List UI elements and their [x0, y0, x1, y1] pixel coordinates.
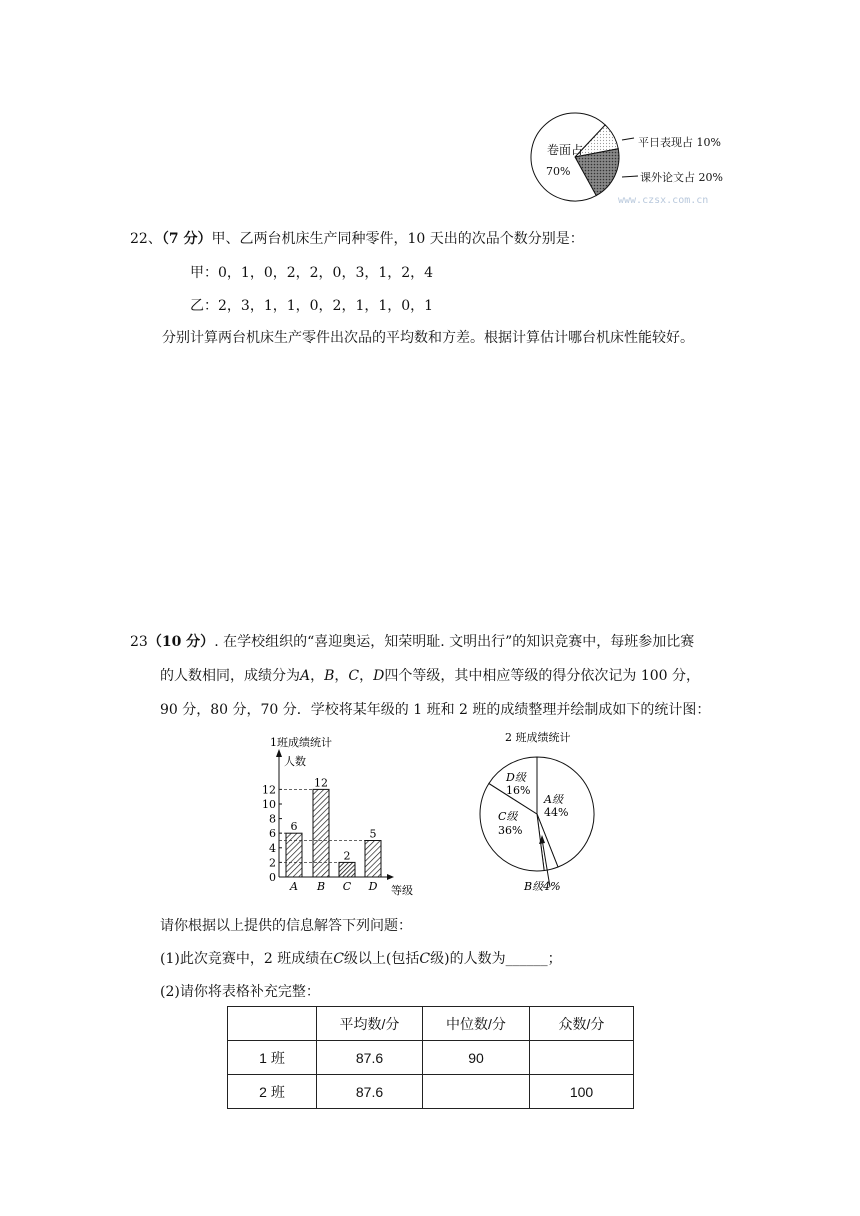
- q23-intro: 请你根据以上提供的信息解答下列问题：: [160, 918, 412, 934]
- table-header-cell: 平均数/分: [317, 1007, 423, 1041]
- y-tick-label: 8: [269, 812, 276, 826]
- x-tick-label: B: [316, 880, 326, 893]
- table-cell[interactable]: [423, 1075, 530, 1109]
- pie-label-pingri: 平日表现占 10%: [638, 136, 721, 149]
- x-axis-arrow: [387, 874, 394, 880]
- bar-A: [286, 833, 302, 877]
- bar-D: [365, 841, 381, 878]
- y-tick-label: 10: [262, 798, 276, 811]
- table-cell: 1 班: [228, 1041, 317, 1075]
- table-cell: 100: [530, 1075, 634, 1109]
- q23-line2: 的人数相同，成绩分为A，B，C，D四个等级，其中相应等级的得分依次记为 100 分，: [160, 668, 700, 684]
- y-tick-label: 12: [262, 783, 276, 797]
- bar-C: [339, 862, 355, 877]
- table-header-cell: 中位数/分: [423, 1007, 530, 1041]
- x-tick-label: A: [290, 880, 298, 893]
- table-cell: 2 班: [228, 1075, 317, 1109]
- bar-value-label: 12: [314, 776, 328, 790]
- pie-label-a: A级: [544, 793, 563, 806]
- x-tick-label: D: [368, 880, 378, 893]
- y-tick-label: 6: [269, 827, 276, 841]
- pie-label-kewai: 课外论文占 20%: [640, 171, 723, 184]
- table-cell: 87.6: [317, 1041, 423, 1075]
- bar-chart-title: 1班成绩统计: [270, 736, 332, 749]
- y-tick-label: 2: [269, 856, 276, 870]
- q22-number: 22、: [130, 231, 162, 247]
- table-header-cell: 众数/分: [530, 1007, 634, 1041]
- q22-stem: 甲、乙两台机床生产同种零件，10 天出的次品个数分别是：: [211, 231, 584, 247]
- bar-chart-xlabel: 等级: [391, 884, 413, 897]
- q22-row-yi: 乙：2，3，1，1，0，2，1，1，0，1: [190, 298, 434, 314]
- q23-score: （10 分）: [147, 634, 215, 650]
- q23-part2: (2)请你将表格补充完整：: [160, 984, 320, 1000]
- pie-label-b: B级4%: [524, 880, 561, 893]
- pie-label-juanmian: 卷面占: [547, 143, 584, 157]
- pie-pct-juanmian: 70%: [546, 165, 571, 178]
- q22-score: （7 分）: [161, 231, 212, 247]
- table-header-row: [228, 1007, 634, 1041]
- table-row: [228, 1041, 634, 1075]
- table-cell[interactable]: [530, 1041, 634, 1075]
- pie-pct-c: 36%: [498, 824, 523, 837]
- q23-part1: (1)此次竞赛中，2 班成绩在C级以上(包括C级)的人数为______；: [160, 951, 562, 967]
- table-cell: 87.6: [317, 1075, 423, 1109]
- pie-pct-a: 44%: [544, 806, 569, 819]
- pie-label-d: D级: [506, 771, 526, 784]
- table-row: [228, 1075, 634, 1109]
- answer-blank[interactable]: ______: [505, 951, 548, 967]
- bar-layer: [262, 749, 394, 893]
- q22-line1: [130, 228, 584, 248]
- x-tick-label: C: [342, 880, 352, 893]
- q23-line3: 90 分，80 分，70 分．学校将某年级的 1 班和 2 班的成绩整理并绘制成如下的统计图：: [160, 702, 711, 718]
- pie-chart-title: 2 班成绩统计: [505, 731, 571, 744]
- composition-pie-chart: [530, 112, 740, 207]
- pie-pct-d: 16%: [506, 784, 531, 797]
- y-tick-label: 4: [269, 841, 276, 855]
- stats-table: [227, 1006, 634, 1109]
- bar-value-label: 2: [343, 849, 351, 863]
- bar-value-label: 5: [369, 827, 377, 841]
- q23-line1: 23（10 分）. 在学校组织的“喜迎奥运，知荣明耻. 文明出行”的知识竞赛中，每班参加比赛: [130, 634, 695, 650]
- pie-label-c: C级: [498, 810, 518, 823]
- q22-row-jia: 甲：0，1，0，2，2，0，3，1，2，4: [190, 265, 434, 281]
- bar-value-label: 6: [290, 820, 298, 834]
- bar-chart-ylabel: 人数: [284, 755, 306, 768]
- bar-B: [313, 789, 329, 877]
- class2-pie-chart: [470, 727, 610, 895]
- class1-bar-chart: [262, 732, 422, 898]
- y-tick-label: 0: [269, 871, 276, 884]
- table-header-cell: [228, 1007, 317, 1041]
- table-cell: 90: [423, 1041, 530, 1075]
- watermark: www.czsx.com.cn: [618, 195, 709, 206]
- q22-ask: 分别计算两台机床生产零件出次品的平均数和方差。根据计算估计哪台机床性能较好。: [162, 330, 694, 346]
- y-axis-arrow: [276, 749, 282, 757]
- q23-number: 23: [130, 634, 148, 650]
